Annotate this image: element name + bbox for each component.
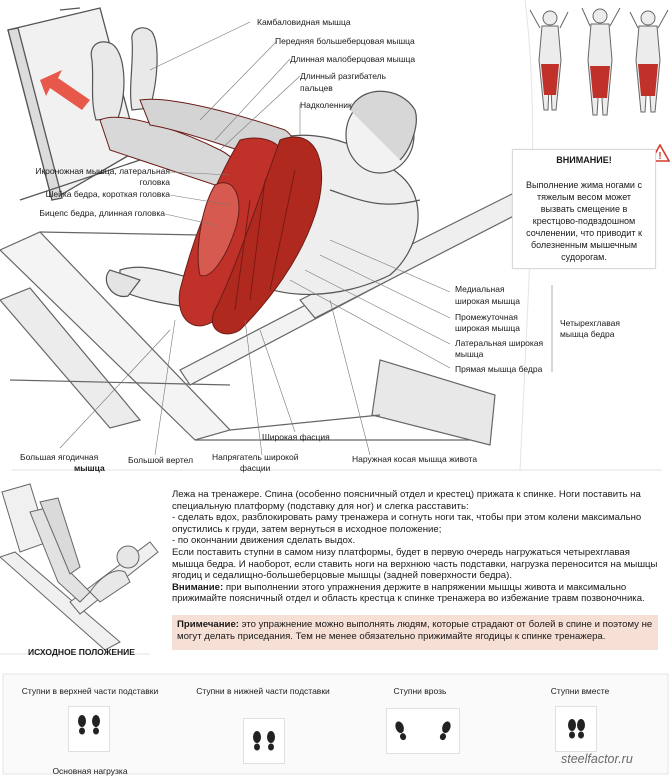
footprints-icon [244,719,284,763]
foot-box-0 [68,706,110,752]
foot-box-1 [243,718,285,764]
label-extensor-2: пальцев [300,83,333,93]
desc-p2: - сделать вдох, разблокировать раму тренажера и согнуть ноги так, чтобы при этом колени максимально опустились к груди, затем вернуться в исходное положение; [172,512,642,535]
foot-label-1: Ступни в нижней части подставки [196,686,330,696]
watermark: steelfactor.ru [561,752,633,766]
warning-text: Выполнение жима ногами с тяжелым весом может вызвать смещение в крестцово-подвздошном сочленении, что приводит к болезненным мышечным судорогам. [526,180,642,262]
warning-title: ВНИМАНИЕ! [556,155,612,165]
label-vastus-medialis-2: широкая мышца [455,296,520,306]
exercise-description [172,489,662,605]
label-vastus-medialis-1: Медиальная [455,284,505,294]
footprints-icon [387,709,459,753]
start-position-illustration [0,482,165,657]
label-extensor-1: Длинный разгибатель [300,71,387,81]
foot-box-3 [555,706,597,752]
note-bold: Примечание: [177,619,239,630]
foot-caption: Основная нагрузка [52,766,128,776]
start-position-label: ИСХОДНОЕ ПОЛОЖЕНИЕ [28,647,135,657]
desc-p1: Лежа на тренажере. Спина (особенно поясничный отдел и крестец) прижата к спинке. Ноги поставить на специальную платформу (подставку для ног) и слегка расставить: [172,489,641,512]
foot-label-3: Ступни вместе [550,686,610,696]
foot-label-0: Ступни в верхней части подставки [21,686,159,696]
label-tibialis: Передняя большеберцовая мышца [275,36,415,46]
desc-p4: Если поставить ступни в самом низу платформы, будет в первую очередь нагружаться четырехглавая мышца бедра. И наоборот, если ставить ноги на верхнюю часть подставки, нагрузка переносится на мышцы ягодиц и седалищно-большеберцовые мышцы (задней поверхности бедра). [172,546,658,582]
label-vastus-inter-1: Промежуточная [455,312,518,322]
foot-label-2: Ступни врозь [393,686,447,696]
label-biceps-short: Шейка бедра, короткая головка [45,189,170,199]
warning-box [512,149,656,269]
desc-p5-text: при выполнении этого упражнения держите в напряжении мышцы живота и максимально прижимайте поясничный отдел и область крестца к спинке тренажера во избежание травм позвоночника. [172,581,645,605]
label-oblique: Наружная косая мышца живота [352,454,478,464]
desc-p3: - по окончании движения сделать выдох. [172,535,356,547]
muscle-figures [528,0,672,140]
foot-box-2 [386,708,460,754]
label-rectus-femoris: Прямая мышца бедра [455,364,543,374]
label-patella: Надколенник [300,100,352,110]
note-box [172,615,658,650]
label-tensor-1: Напрягатель широкой [212,452,299,462]
label-tensor-2: фасции [240,463,271,473]
label-fascia-lata: Широкая фасция [262,432,330,442]
label-vastus-lateralis-1: Латеральная широкая [455,338,544,348]
label-gastro-2: головка [139,177,170,187]
label-vastus-inter-2: широкая мышца [455,323,520,333]
label-gluteus-1: Большая ягодичная [20,452,99,462]
label-biceps-long: Бицепс бедра, длинная головка [39,208,165,218]
label-gluteus-2: мышца [74,463,105,473]
label-quadriceps-1: Четырехглавая [560,318,620,328]
footprints-icon [69,707,109,751]
note-text: это упражнение можно выполнять людям, которые страдают от болей в спине и поэтому не могут делать приседания. Тем не менее обязательно прижимайте ягодицы к спинке тренажера. [177,619,653,642]
label-quadriceps-2: мышца бедра [560,329,615,339]
label-vastus-lateralis-2: мышца [455,349,484,359]
desc-p5-bold: Внимание: [172,581,224,593]
footprints-icon [556,707,596,751]
label-gastro-1: Икроножная мышца, латеральная [35,166,170,176]
label-calf: Камбаловидная мышца [257,17,351,27]
desc-p5 [172,582,662,605]
label-peroneus: Длинная малоберцовая мышца [290,54,416,64]
svg-text:!: ! [658,151,662,162]
label-trochanter: Большой вертел [128,455,194,465]
